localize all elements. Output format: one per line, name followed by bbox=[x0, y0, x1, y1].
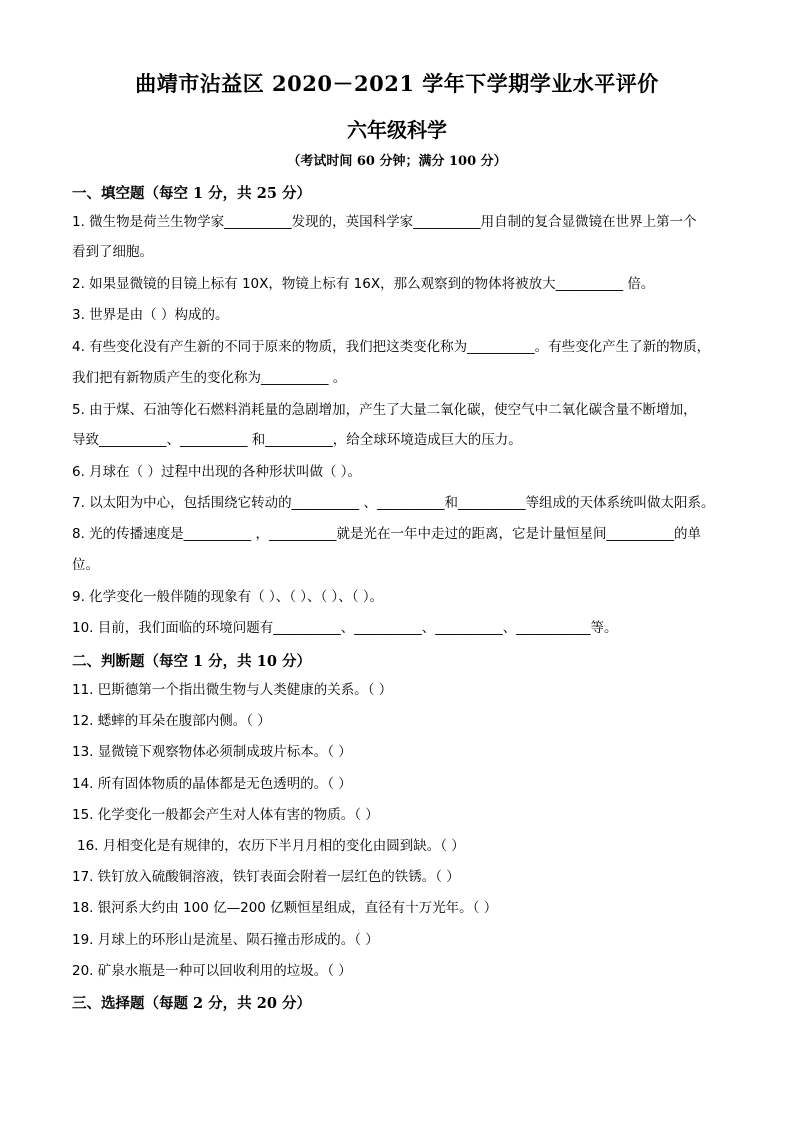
question-line: 14. 所有固体物质的晶体都是无色透明的。（ ） bbox=[72, 776, 352, 792]
question-line: 19. 月球上的环形山是流星、陨石撞击形成的。（ ） bbox=[72, 932, 379, 948]
question-line: 9. 化学变化一般伴随的现象有（ ）、（ ）、（ ）、（ ）。 bbox=[72, 589, 384, 605]
question-line: 17. 铁钉放入硫酸铜溶液，铁钉表面会附着一层红色的铁锈。（ ） bbox=[72, 869, 460, 885]
section-fill-heading: 一、填空题（每空 1 分，共 25 分） bbox=[72, 185, 311, 202]
question-line: 11. 巴斯德第一个指出微生物与人类健康的关系。（ ） bbox=[72, 682, 393, 698]
exam-note: （考试时间 60 分钟；满分 100 分） bbox=[287, 154, 507, 169]
question-line: 5. 由于煤、石油等化石燃料消耗量的急剧增加，产生了大量二氧化碳，使空气中二氧化碳含量不断增加， bbox=[72, 402, 697, 418]
question-line: 1. 微生物是荷兰生物学家__________发现的，英国科学家__________用自制的复合显微镜在世界上第一个 bbox=[72, 214, 697, 230]
question-line: 导致__________、__________ 和__________，给全球环境造成巨大的压力。 bbox=[72, 432, 522, 448]
exam-subject: 六年级科学 bbox=[347, 118, 447, 142]
question-line: 位。 bbox=[72, 557, 99, 573]
question-line: 20. 矿泉水瓶是一种可以回收利用的垃圾。（ ） bbox=[72, 963, 352, 979]
question-line: 看到了细胞。 bbox=[72, 244, 153, 260]
question-line: 6. 月球在（ ）过程中出现的各种形状叫做（ ）。 bbox=[72, 464, 362, 480]
question-line: 13. 显微镜下观察物体必须制成玻片标本。（ ） bbox=[72, 744, 352, 760]
question-line: 15. 化学变化一般都会产生对人体有害的物质。（ ） bbox=[72, 807, 379, 823]
question-line: 7. 以太阳为中心，包括围绕它转动的__________ 、__________和__________等组成的天体系统叫做太阳系。 bbox=[72, 495, 715, 511]
question-line: 12. 蟋蟀的耳朵在腹部内侧。（ ） bbox=[72, 713, 271, 729]
section-choice-heading: 三、选择题（每题 2 分，共 20 分） bbox=[72, 995, 311, 1012]
question-line: 4. 有些变化没有产生新的不同于原来的物质，我们把这类变化称为__________。有些变化产生了新的物质， bbox=[72, 339, 711, 355]
question-line: 3. 世界是由（ ）构成的。 bbox=[72, 307, 229, 323]
section-judge-heading: 二、判断题（每空 1 分，共 10 分） bbox=[72, 653, 311, 670]
question-line: 8. 光的传播速度是__________ ，__________就是光在一年中走过的距离，它是计量恒星间__________的单 bbox=[72, 526, 701, 542]
exam-title: 曲靖市沾益区 2020－2021 学年下学期学业水平评价 bbox=[135, 71, 659, 96]
question-line: 我们把有新物质产生的变化称为__________ 。 bbox=[72, 370, 347, 386]
question-line: 16. 月相变化是有规律的，农历下半月月相的变化由圆到缺。（ ） bbox=[77, 838, 465, 854]
question-line: 10. 目前，我们面临的环境问题有__________、__________、__________、___________等。 bbox=[72, 620, 618, 636]
question-line: 18. 银河系大约由 100 亿—200 亿颗恒星组成，直径有十万光年。（ ） bbox=[72, 900, 498, 916]
question-line: 2. 如果显微镜的目镜上标有 10X，物镜上标有 16X，那么观察到的物体将被放大__________ 倍。 bbox=[72, 276, 655, 292]
